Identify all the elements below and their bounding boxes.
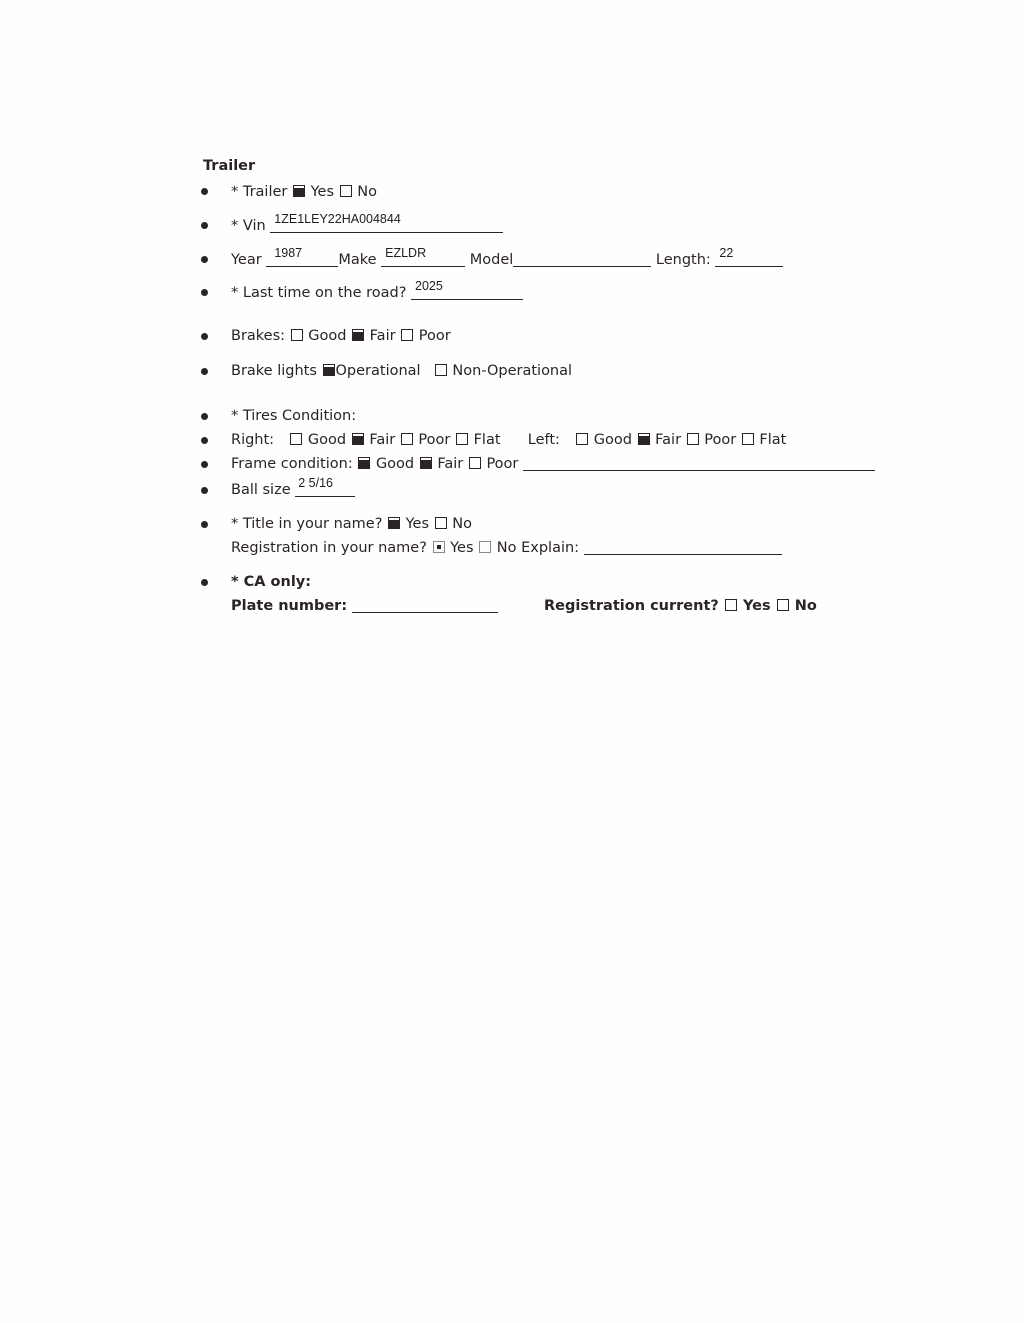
bullet [201, 521, 208, 528]
registration-yes-checkbox[interactable] [433, 541, 445, 553]
registration-row [231, 538, 782, 558]
brakes-label: Brakes: [231, 328, 286, 344]
ca-only-label: * CA only: [231, 574, 312, 590]
trailer-label: * Trailer [231, 184, 288, 200]
title-label: * Title in your name? [231, 516, 383, 532]
year-value: 1987 [274, 246, 303, 260]
bullet [201, 333, 208, 340]
frame-row [231, 454, 875, 474]
last-road-field[interactable] [411, 279, 523, 300]
brakes-row [231, 326, 451, 346]
bullet [201, 222, 208, 229]
left-fair-checkbox[interactable] [638, 433, 650, 445]
tires-right-label: Right: [231, 432, 275, 448]
frame-fair-label: Fair [437, 456, 464, 472]
length-label: Length: [655, 252, 711, 268]
registration-label: Registration in your name? [231, 540, 427, 556]
bullet [201, 461, 208, 468]
trailer-row [231, 182, 377, 202]
year-field[interactable] [266, 246, 338, 267]
right-flat-checkbox[interactable] [456, 433, 468, 445]
left-flat-checkbox[interactable] [742, 433, 754, 445]
registration-explain-field[interactable] [584, 538, 782, 555]
plate-field[interactable] [352, 596, 498, 613]
title-yes-label: Yes [405, 516, 430, 532]
make-label: Make [338, 252, 377, 268]
last-road-label: * Last time on the road? [231, 285, 407, 301]
registration-no-label: No [496, 540, 517, 556]
bullet [201, 413, 208, 420]
left-good-checkbox[interactable] [576, 433, 588, 445]
frame-fair-checkbox[interactable] [420, 457, 432, 469]
bullet [201, 256, 208, 263]
right-good-label: Good [307, 432, 347, 448]
trailer-no-label: No [357, 184, 377, 200]
brakes-fair-checkbox[interactable] [352, 329, 364, 341]
trailer-yes-label: Yes [310, 184, 335, 200]
vin-field[interactable] [270, 212, 503, 233]
brakes-poor-label: Poor [418, 328, 451, 344]
brake-lights-non-operational-checkbox[interactable] [435, 364, 447, 376]
left-poor-checkbox[interactable] [687, 433, 699, 445]
brake-lights-non-operational-label: Non-Operational [452, 363, 573, 379]
registration-yes-label: Yes [450, 540, 474, 556]
brakes-good-checkbox[interactable] [291, 329, 303, 341]
last-road-value: 2025 [415, 279, 443, 293]
year-label: Year [231, 252, 262, 268]
trailer-no-checkbox[interactable] [340, 185, 352, 197]
last-road-row [231, 279, 523, 303]
section-title: Trailer [203, 158, 256, 174]
bullet [201, 188, 208, 195]
make-field[interactable] [381, 246, 465, 267]
vin-label: * Vin [231, 218, 266, 234]
left-flat-label: Flat [759, 432, 787, 448]
registration-no-checkbox[interactable] [479, 541, 491, 553]
ball-size-value: 2 5/16 [298, 476, 333, 490]
reg-current-row [544, 596, 817, 616]
reg-current-yes-checkbox[interactable] [725, 599, 737, 611]
brakes-poor-checkbox[interactable] [401, 329, 413, 341]
reg-current-yes-label: Yes [742, 598, 771, 614]
brake-lights-label: Brake lights [231, 363, 317, 379]
frame-good-label: Good [375, 456, 415, 472]
plate-label: Plate number: [231, 598, 348, 614]
title-no-label: No [452, 516, 472, 532]
brake-lights-operational-label: Operational [335, 363, 421, 379]
right-good-checkbox[interactable] [290, 433, 302, 445]
reg-current-no-label: No [794, 598, 817, 614]
model-label: Model [469, 252, 514, 268]
bullet [201, 579, 208, 586]
trailer-yes-checkbox[interactable] [293, 185, 305, 197]
title-row [231, 514, 472, 534]
right-poor-label: Poor [418, 432, 451, 448]
reg-current-label: Registration current? [544, 598, 719, 614]
length-value: 22 [719, 246, 734, 260]
make-value: EZLDR [385, 246, 427, 260]
right-flat-label: Flat [473, 432, 501, 448]
bullet [201, 289, 208, 296]
vin-value: 1ZE1LEY22HA004844 [274, 212, 401, 226]
bullet [201, 437, 208, 444]
bullet [201, 368, 208, 375]
ball-size-field[interactable] [295, 476, 355, 497]
ball-size-row [231, 476, 355, 500]
registration-explain-label: Explain: [521, 540, 580, 556]
tires-label: * Tires Condition: [231, 408, 357, 424]
title-no-checkbox[interactable] [435, 517, 447, 529]
brake-lights-operational-checkbox[interactable] [323, 364, 335, 376]
left-poor-label: Poor [704, 432, 737, 448]
model-field[interactable] [513, 250, 651, 267]
ca-only-row [231, 572, 311, 592]
frame-notes-field[interactable] [523, 454, 875, 471]
left-fair-label: Fair [655, 432, 682, 448]
right-poor-checkbox[interactable] [401, 433, 413, 445]
right-fair-label: Fair [369, 432, 396, 448]
plate-row [231, 596, 498, 616]
brakes-good-label: Good [308, 328, 347, 344]
right-fair-checkbox[interactable] [352, 433, 364, 445]
brakes-fair-label: Fair [369, 328, 396, 344]
tires-left-label: Left: [527, 432, 560, 448]
frame-good-checkbox[interactable] [358, 457, 370, 469]
ball-size-label: Ball size [231, 482, 291, 498]
tires-row [231, 406, 356, 426]
frame-poor-checkbox[interactable] [469, 457, 481, 469]
vehicle-details-row [231, 246, 783, 270]
bullet [201, 487, 208, 494]
frame-label: Frame condition: [231, 456, 353, 472]
title-yes-checkbox[interactable] [388, 517, 400, 529]
brake-lights-row [231, 361, 572, 381]
frame-poor-label: Poor [486, 456, 519, 472]
tires-detail-row [231, 430, 786, 450]
left-good-label: Good [593, 432, 632, 448]
length-field[interactable] [715, 246, 783, 267]
vin-row [231, 212, 503, 236]
reg-current-no-checkbox[interactable] [777, 599, 789, 611]
